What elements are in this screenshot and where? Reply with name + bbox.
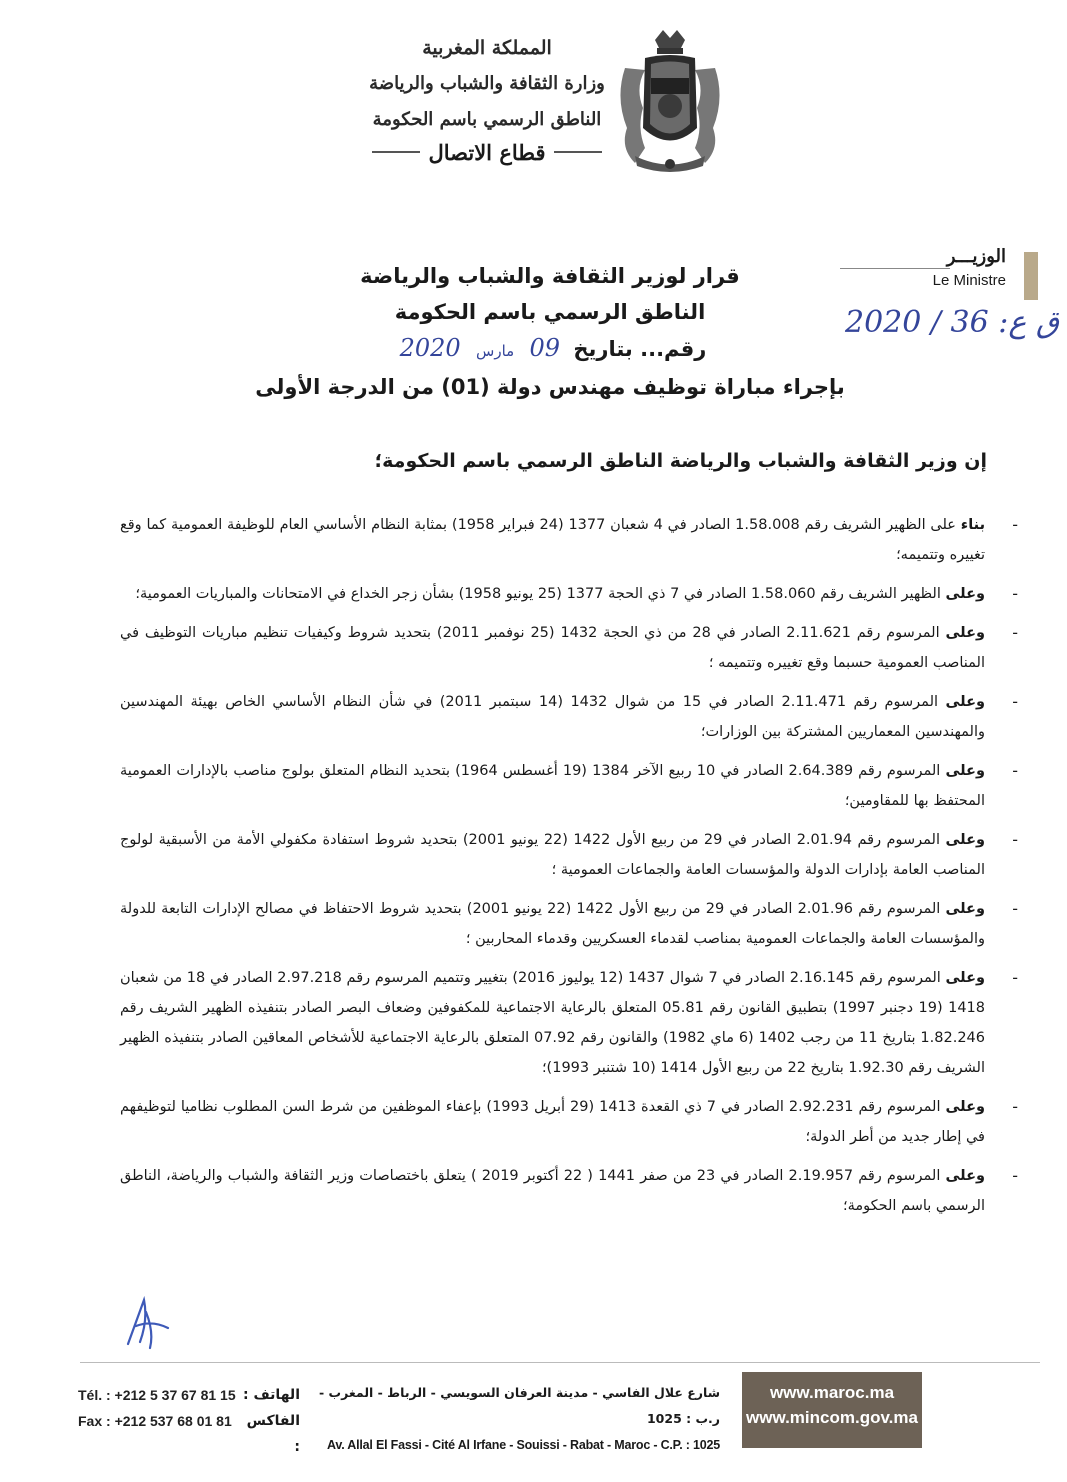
address-ar: شارع علال الفاسي - مدينة العرفان السويسي - الرباط - المغرب - ر.ب : 1025 [319,1385,720,1426]
tel-label-ar: الهاتف : [243,1387,300,1403]
handwritten-month: مارس [476,342,515,360]
contact-labels-ar [240,1382,300,1460]
sector-row [357,138,617,165]
list-bullet: - [1012,1097,1018,1116]
item-text: المرسوم رقم 2.64.389 الصادر في 10 ربيع الآخر 1384 (19 أغسطس 1964) بتحديد النظام المتعلق بولوج مناصب بالإدارات العمومية المحتفظ بها للمقاومين؛ [120,763,985,809]
item-text: المرسوم رقم 2.11.471 الصادر في 15 من شوال 1432 (14 سبتمبر 2011) في شأن النظام الأساسي الخاص بهيئة المهندسين والمهندسين المعماريين المشتركة بين الوزارات؛ [120,694,985,740]
list-bullet: - [1012,623,1018,642]
list-item [120,825,1020,885]
list-item [120,618,1020,678]
item-lead: وعلى [945,970,985,986]
minister-side-tab [1024,252,1038,300]
item-text: المرسوم رقم 2.19.957 الصادر في 23 من صفر 1441 ( 22 أكتوبر 2019 ) يتعلق باختصاصات وزير الثقافة والشباب والرياضة، الناطق الرسمي باسم الحكومة؛ [120,1168,985,1214]
decree-number-line [250,330,850,369]
item-lead: وعلى [945,694,985,710]
sector-dash-left [372,151,420,153]
fax-label-ar: الفاكس : [246,1413,300,1455]
title-line-4: بإجراء مباراة توظيف مهندس دولة (01) من الدرجة الأولى [255,375,845,399]
list-item [120,510,1020,570]
item-text: الظهير الشريف رقم 1.58.060 الصادر في 7 ذي الحجة 1377 (25 يونيو 1958) بشأن زجر الخداع في الامتحانات والمباريات العمومية؛ [135,586,941,602]
item-lead: وعلى [945,832,985,848]
address-fr: Av. Allal El Fassi - Cité Al Irfane - Souissi - Rabat - Maroc - C.P. : 1025 [327,1438,720,1452]
list-bullet: - [1012,1166,1018,1185]
sector-dash-right [554,151,602,153]
item-lead: بناء [960,517,986,533]
minister-label-ar: الوزيـــر [946,246,1006,267]
item-text: المرسوم رقم 2.92.231 الصادر في 7 ذي القعدة 1413 (29 أبريل 1993) بإعفاء الموظفين من شرط السن المطلوب نظاميا لتوظيفهم في إطار جديد من أطر الدولة؛ [120,1099,985,1145]
list-item [120,1092,1020,1152]
title-line-2: الناطق الرسمي باسم الحكومة [394,300,706,324]
legal-basis-list [120,510,1020,1230]
minister-label [840,246,1040,298]
list-item [120,579,1020,609]
fax-number: Fax : +212 537 68 01 81 [78,1413,232,1429]
list-bullet: - [1012,830,1018,849]
list-item [120,1161,1020,1221]
item-text: المرسوم رقم 2.11.621 الصادر في 28 من ذي الحجة 1432 (25 نوفمبر 2011) بتحديد شروط وكيفيات تنظيم مباريات التوظيف في المناصب العمومية حسبما وقع تغييره وتتميمه ؛ [120,625,985,671]
list-bullet: - [1012,761,1018,780]
sector-name: قطاع الاتصال [428,140,546,165]
footer-rule [80,1362,1040,1363]
item-lead: وعلى [945,901,985,917]
item-lead: وعلى [945,763,985,779]
item-lead: وعلى [945,625,986,641]
minister-rule [840,268,950,269]
list-bullet: - [1012,515,1018,534]
handwritten-year: 2020 [399,334,461,362]
list-bullet: - [1012,584,1018,603]
item-text: المرسوم رقم 2.16.145 الصادر في 7 شوال 1437 (12 يوليوز 2016) بتغيير وتتميم المرسوم رقم 2.97.218 الصادر في 18 من شعبان 1418 (19 دجنبر 1997) بتطبيق القانون رقم 05.81 المتعلق بالرعاية الاجتماعية للمكفوفين وضعاف البصر الصادر بتنفيذه الظهير الشريف رقم 1.82.246 بتاريخ 11 من رجب 1402 (6 ماي 1982) والقانون رقم 07.92 المتعلق بالرعاية الاجتماعية للأشخاص المعاقين الصادر بتنفيذه الظهير الشريف رقم 1.92.30 بتاريخ 22 من ربيع الأول 1414 (10 شتنبر 1993)؛ [120,970,985,1076]
handwritten-day: 09 [529,334,561,362]
decree-title [250,258,850,405]
list-bullet: - [1012,968,1018,987]
website-mincom-link[interactable]: www.mincom.gov.ma [746,1408,918,1427]
address-block [310,1380,720,1458]
item-text: على الظهير الشريف رقم 1.58.008 الصادر في 4 شعبان 1377 (24 فبراير 1958) بمثابة النظام الأساسي العام للوظيفة العمومية كما وقع تغييره وتتميمه؛ [120,517,985,563]
spokesman-title: الناطق الرسمي باسم الحكومة [372,109,602,130]
handwritten-reference: ق ع: 36 / 2020 [845,305,1060,340]
item-text: المرسوم رقم 2.01.96 الصادر في 29 من ربيع الأول 1422 (22 يونيو 2001) بتحديد شروط الاحتفاظ في مصالح الإدارات التابعة للدولة والمؤسسات العامة والجماعات العمومية بمناصب لقدماء العسكريين وقدماء المحاربين ؛ [120,901,985,947]
list-item [120,894,1020,954]
item-lead: وعلى [945,1099,986,1115]
letterhead [357,30,617,165]
website-box [742,1372,922,1448]
signature-mark [118,1292,178,1352]
kingdom-name: المملكة المغربية [422,37,552,59]
number-prefix: رقم... بتاريخ [573,337,707,361]
coat-of-arms-icon [605,28,735,178]
minister-label-fr: Le Ministre [932,272,1006,289]
list-bullet: - [1012,692,1018,711]
item-lead: وعلى [945,1168,985,1184]
item-lead: وعلى [945,586,985,602]
list-item [120,963,1020,1083]
list-item [120,687,1020,747]
ministry-name: وزارة الثقافة والشباب والرياضة [369,73,605,94]
website-maroc-link[interactable]: www.maroc.ma [769,1383,895,1402]
tel-number: Tél. : +212 5 37 67 81 15 [78,1387,236,1403]
list-bullet: - [1012,899,1018,918]
list-item [120,756,1020,816]
title-line-1: قرار لوزير الثقافة والشباب والرياضة [360,264,740,288]
item-text: المرسوم رقم 2.01.94 الصادر في 29 من ربيع الأول 1422 (22 يونيو 2001) بتحديد شروط استفادة مكفولي الأمة من الأسبقية لولوج المناصب العامة بإدارات الدولة والمؤسسات العامة والجماعات العمومية ؛ [120,832,985,878]
preamble: إن وزير الثقافة والشباب والرياضة الناطق الرسمي باسم الحكومة؛ [374,450,987,472]
